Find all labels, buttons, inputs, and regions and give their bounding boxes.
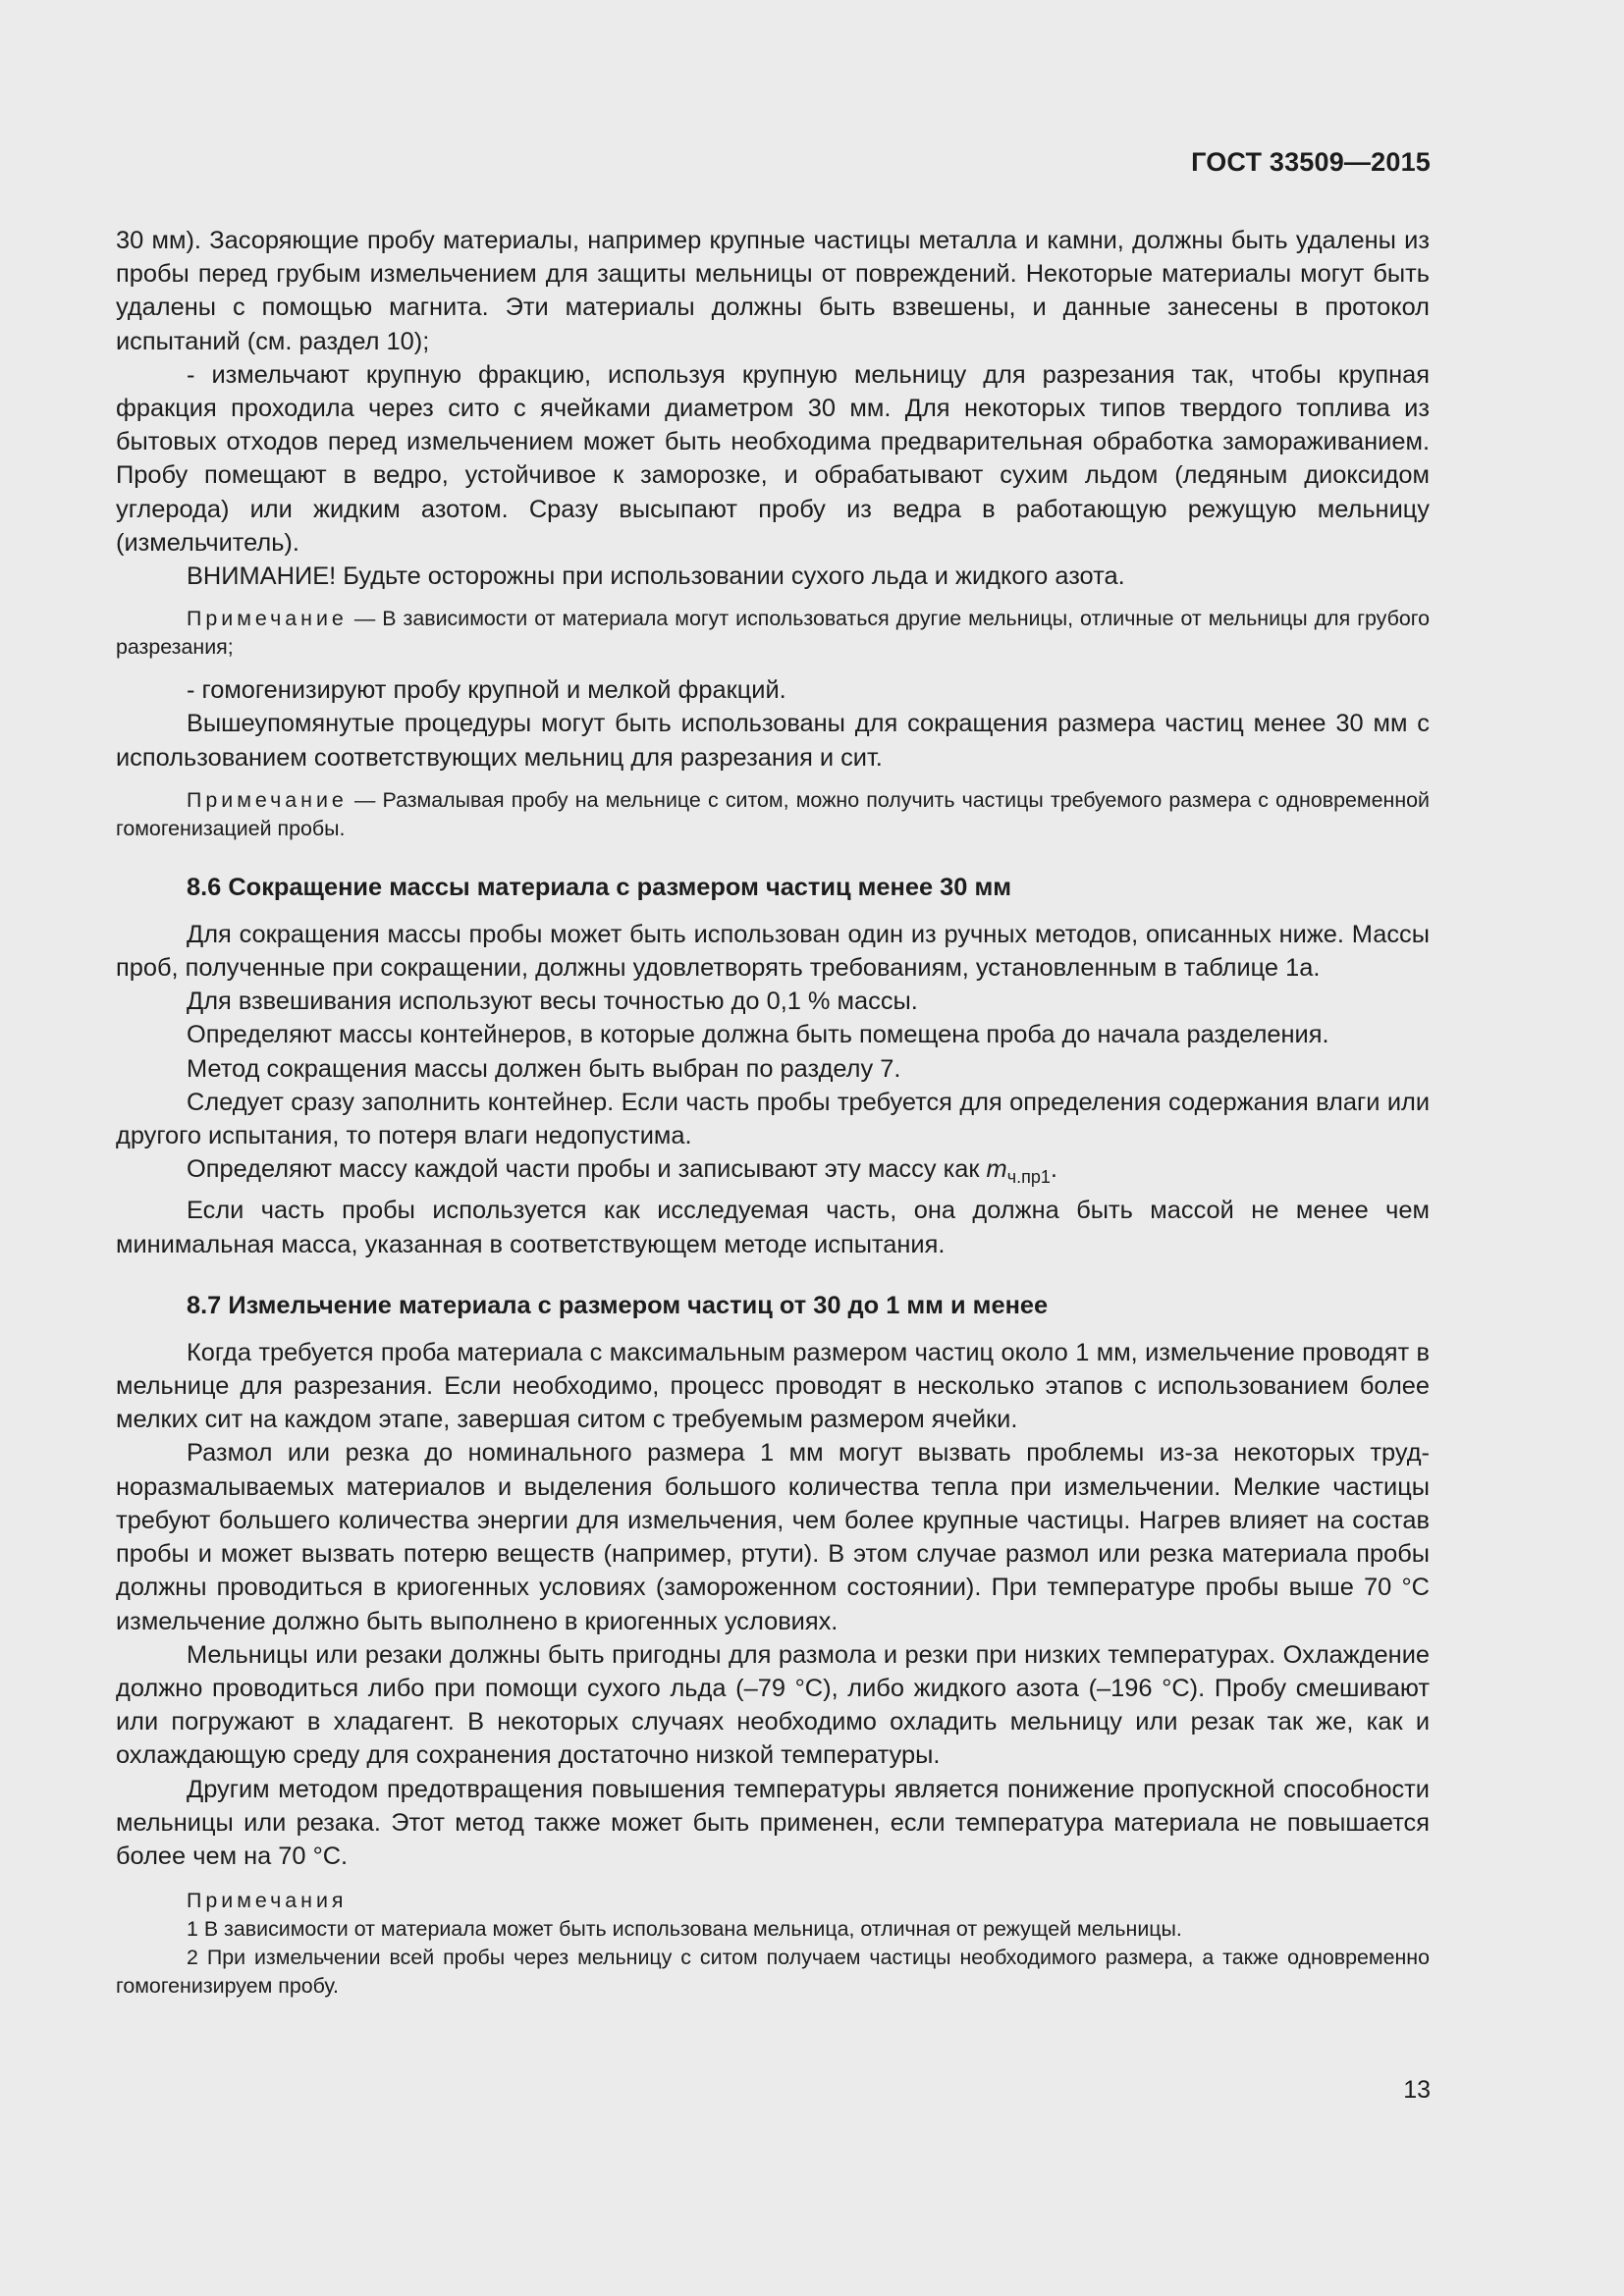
note-item: 1 В зависимости от материала может быть использована мельница, отличная от режущей мельницы. xyxy=(187,1917,1182,1942)
notes-block xyxy=(116,1887,1430,2001)
document-code: ГОСТ 33509—2015 xyxy=(1191,147,1431,177)
paragraph: Другим методом предотвращения повышения температуры является понижение пропускной способности мельницы или резака. Этот метод также может быть применен, если температура материала не повышается более чем на 70 °С. xyxy=(116,1775,1430,1870)
note-text: В зависимости от материала могут использоваться другие мельницы, отличные от мельницы для грубого разрезания; xyxy=(116,607,1430,660)
note-dash: — xyxy=(347,787,383,812)
note-text: Размалывая пробу на мельнице с ситом, можно получить частицы требуемого размера с одновременной гомогенизацией пробы. xyxy=(116,787,1430,840)
warning-text: ВНИМАНИЕ! Будьте осторожны при использовании сухого льда и жидкого азота. xyxy=(187,562,1125,591)
paragraph-text: Определяют массу каждой части пробы и записывают эту массу как xyxy=(187,1155,987,1184)
paragraph: 30 мм). Засоряющие пробу материалы, например крупные частицы металла и камни, должны быть удалены из пробы перед грубым измельчением для защиты мельницы от повреждений. Некоторые материалы могут быть удалены с помощью магнита. Эти материалы должны быть взвешены, и данные занесены в протокол испытаний (см. раздел 10); xyxy=(116,227,1430,355)
mass-subscript: ч.пр1 xyxy=(1006,1167,1051,1188)
paragraph: Вышеупомянутые процедуры могут быть использованы для сокращения размера частиц менее 30 мм с использованием соответствующих мельниц для разрезания и сит. xyxy=(116,710,1430,772)
paragraph: Размол или резка до номинального размера 1 мм могут вызвать проблемы из-за некоторых трудноразмалываемых материалов и выделения большого количества тепла при измельчении. Мелкие частицы требуют большего количества энергии для измельчения, чем более крупные частицы. Нагрев влияет на состав пробы и может вызвать потерю веществ (например, ртути). В этом случае размол или резка материала пробы должны проводиться в криогенных условиях (замороженном состоянии). При температуре пробы выше 70 °С измельчение должно быть выполнено в криогенных условиях. xyxy=(116,1439,1430,1635)
note-item: 2 При измельчении всей пробы через мельницу с ситом получаем частицы необходимого размера, а также одновременно гомогенизируем пробу. xyxy=(116,1946,1430,1999)
note xyxy=(116,605,1430,662)
note-label: Примечание xyxy=(187,607,348,631)
note xyxy=(116,786,1430,843)
paragraph: Метод сокращения массы должен быть выбран по разделу 7. xyxy=(187,1054,901,1083)
mass-symbol: m xyxy=(986,1155,1007,1184)
paragraph: Для взвешивания используют весы точностью до 0,1 % массы. xyxy=(187,988,918,1016)
paragraph xyxy=(116,1152,1430,1194)
paragraph: Для сокращения массы пробы может быть использован один из ручных методов, описанных ниже. Массы проб, полученные при сокращении, должны удовлетворять требованиям, установленным в таблице 1а. xyxy=(116,920,1430,983)
note-label: Примечание xyxy=(187,787,348,812)
paragraph: Определяют массы контейнеров, в которые должна быть помещена проба до начала разделения. xyxy=(187,1021,1329,1049)
paragraph: Если часть пробы используется как исследуемая часть, она должна быть массой не менее чем минимальная масса, указанная в соответствующем методе испытания. xyxy=(116,1197,1430,1258)
paragraph: Мельницы или резаки должны быть пригодны для размола и резки при низких температурах. Охлаждение должно проводиться либо при помощи сухого льда (–79 °С), либо жидкого азота (–196 °С). Пробу смешивают или погружают в хладагент. В некоторых случаях необходимо охладить мельницу или резак так же, как и охлаждающую среду для сохранения достаточно низкой температуры. xyxy=(116,1640,1430,1770)
section-heading-8-6: 8.6 Сокращение массы материала с размером частиц менее 30 мм xyxy=(187,873,1012,901)
list-item: - гомогенизируют пробу крупной и мелкой фракций. xyxy=(187,676,786,705)
paragraph: Следует сразу заполнить контейнер. Если часть пробы требуется для определения содержания влаги или другого испытания, то потеря влаги недопустима. xyxy=(116,1088,1430,1150)
page-body xyxy=(116,224,1430,2001)
notes-label: Примечания xyxy=(187,1889,348,1913)
paragraph: Когда требуется проба материала с максимальным размером частиц около 1 мм, измельчение проводят в мельнице для разрезания. Если необходимо, процесс проводят в несколько этапов с использованием более мелких сит на каждом этапе, завершая ситом с требуемым размером ячейки. xyxy=(116,1338,1430,1434)
list-item: - измельчают крупную фракцию, используя крупную мельницу для разрезания так, чтобы крупная фракция проходила через сито с ячейками диаметром 30 мм. Для некоторых типов твердого топлива из бытовых отходов перед измельчением может быть необходима предварительная обработка заморaживанием. Пробу помещают в ведро, устойчивое к заморозке, и обрабатывают сухим льдом (ледяным диоксидом углерода) или жидким азотом. Сразу высыпают пробу из ведра в работающую режущую мельницу (измельчитель). xyxy=(116,360,1430,557)
page-number: 13 xyxy=(1403,2076,1431,2104)
paragraph-end: . xyxy=(1050,1155,1057,1184)
section-heading-8-7: 8.7 Измельчение материала с размером частиц от 30 до 1 мм и менее xyxy=(187,1291,1049,1319)
note-dash: — xyxy=(347,607,383,631)
